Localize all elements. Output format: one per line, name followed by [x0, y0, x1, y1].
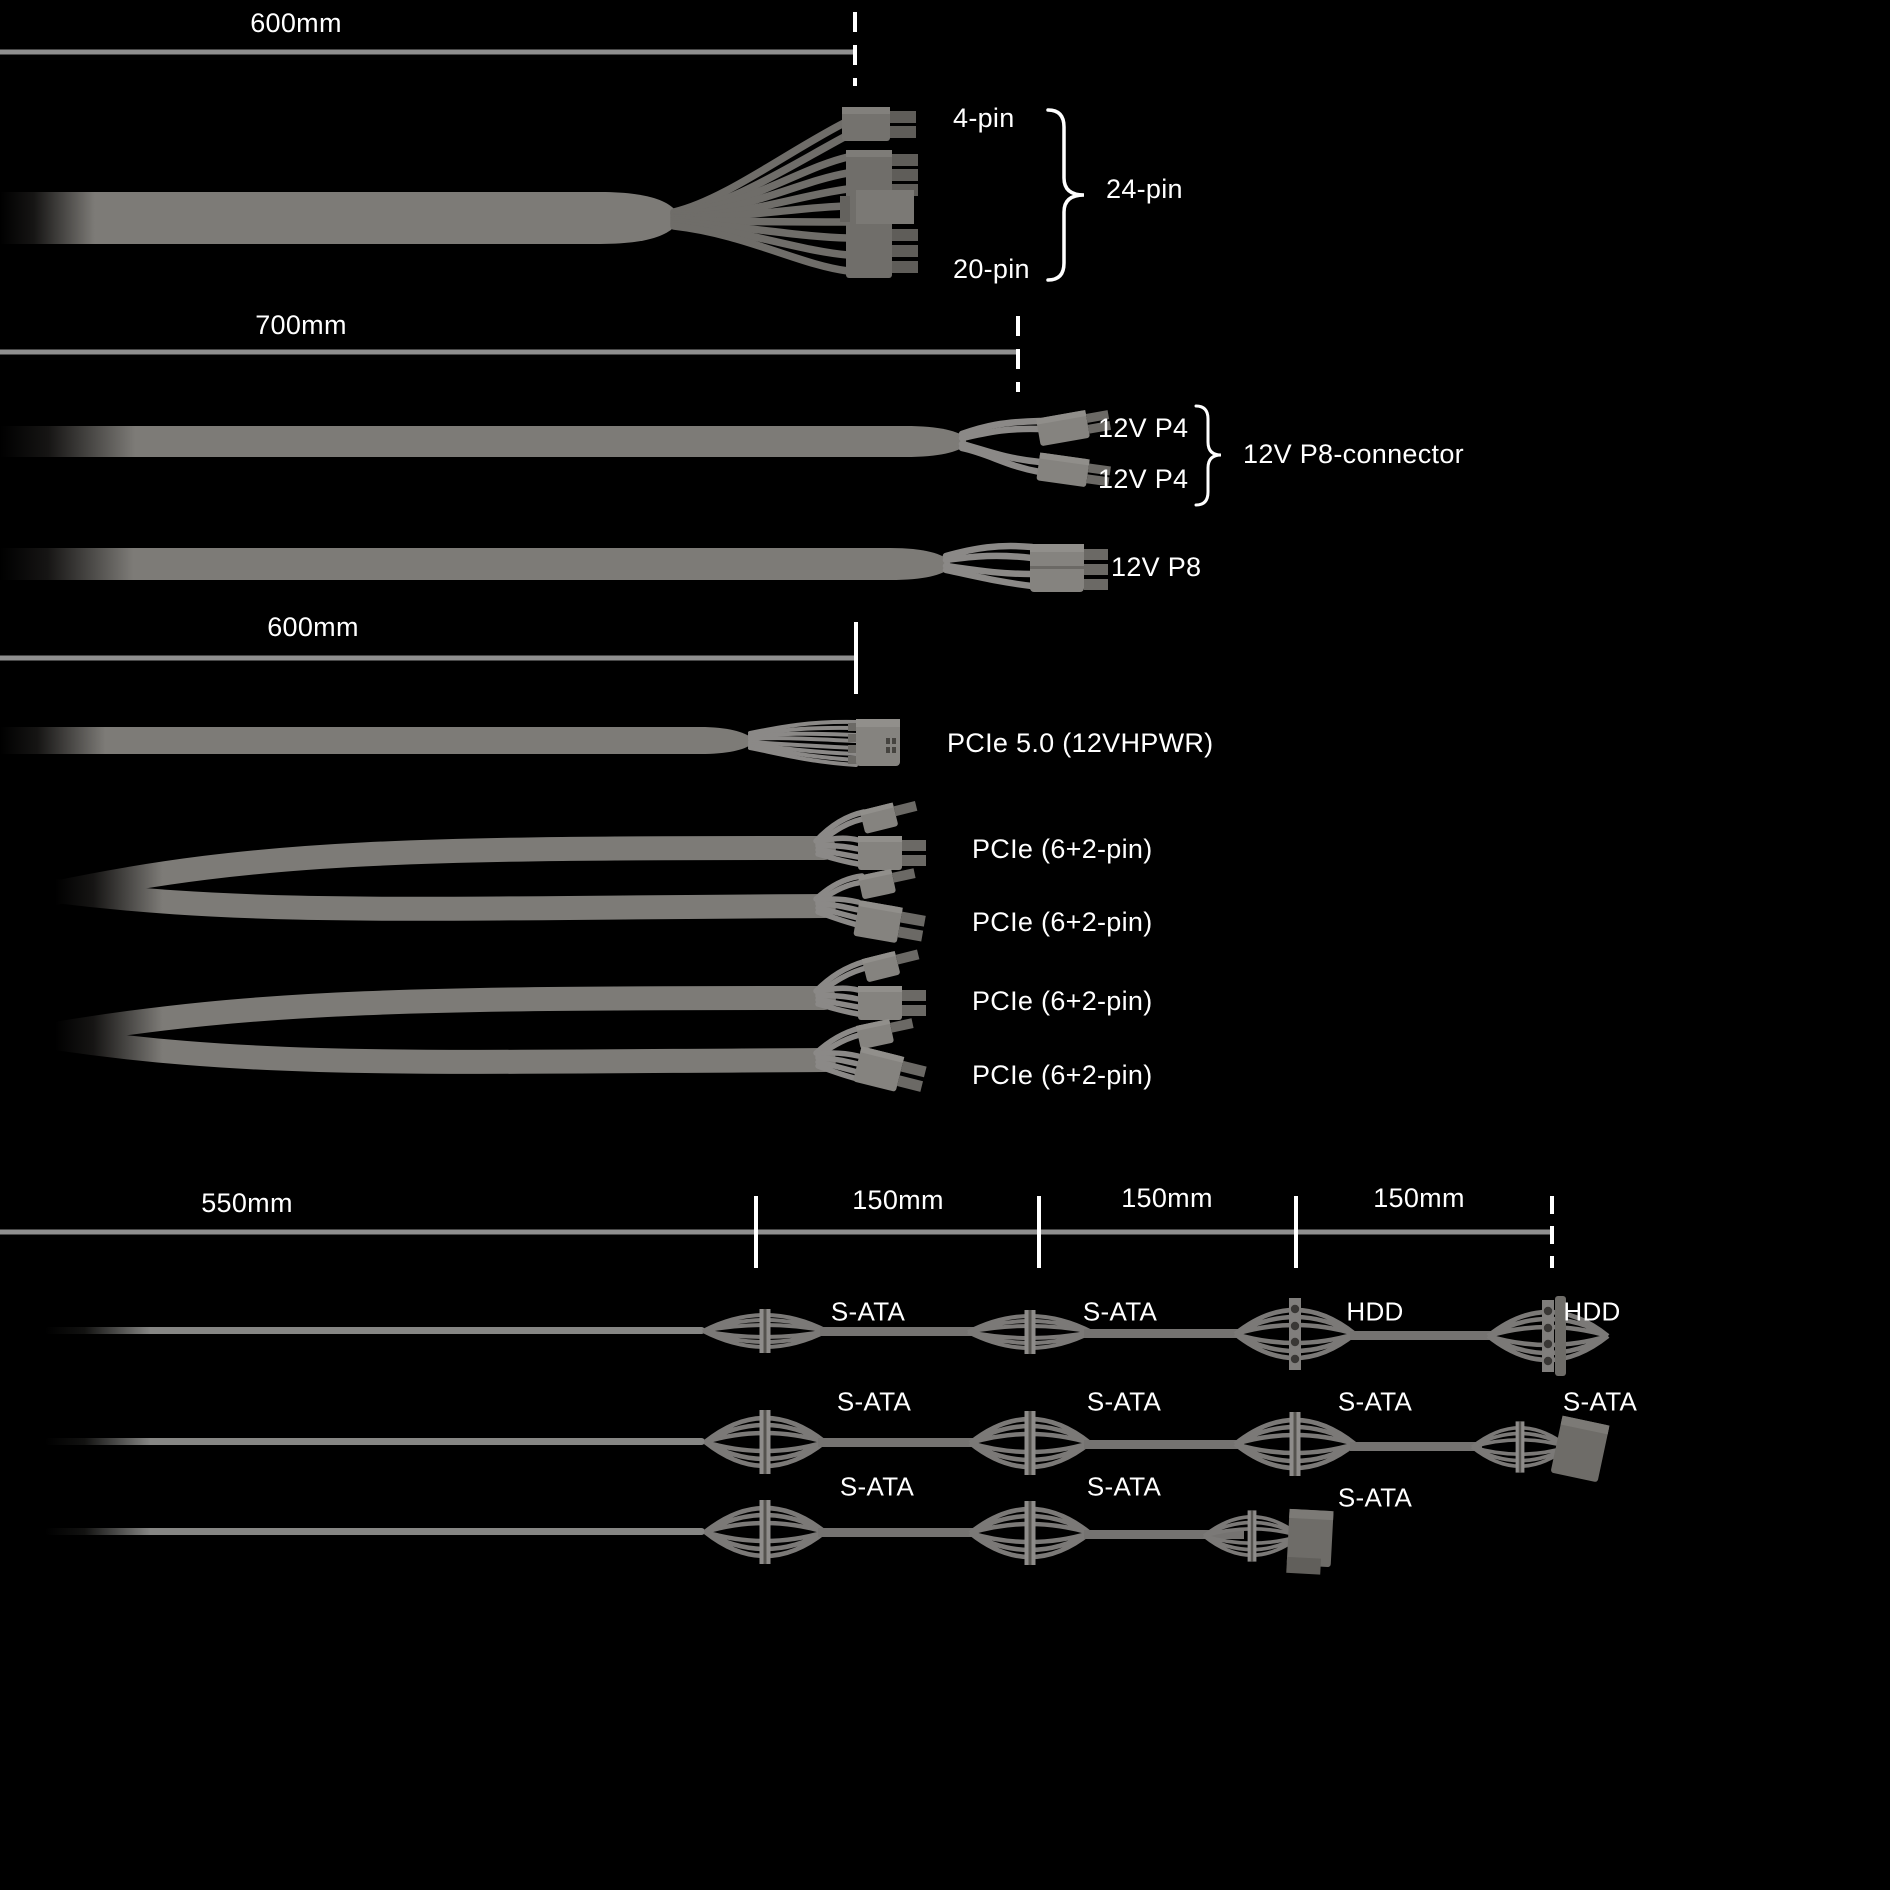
label-20pin: 20-pin: [953, 254, 1030, 285]
label-sata-r1c2: S-ATA: [1082, 1296, 1158, 1327]
sata-end-connector: [1550, 1416, 1609, 1483]
label-12v-p8: 12V P8: [1111, 552, 1202, 583]
label-pcie-plug-3: PCIe (6+2-pin): [972, 986, 1153, 1017]
label-24pin: 24-pin: [1106, 174, 1183, 205]
pcie-2pin-connector: [862, 946, 922, 983]
measure-line-cpu: [0, 316, 1018, 392]
measure-label-sata-150b: 150mm: [1121, 1183, 1213, 1214]
brace-24pin: [1048, 110, 1084, 280]
pcie-8pin-connector: [858, 986, 926, 1020]
measure-line-pcie: [0, 622, 856, 694]
label-sata-r2c1: S-ATA: [836, 1386, 912, 1417]
pcie-pair1-cable: [55, 797, 926, 947]
label-12v-p4-top: 12V P4: [1098, 413, 1189, 444]
label-pcie5: PCIe 5.0 (12VHPWR): [947, 728, 1214, 759]
pcie-2pin-connector: [860, 797, 920, 834]
measure-label-sata-150c: 150mm: [1373, 1183, 1465, 1214]
label-sata-r1c1: S-ATA: [830, 1296, 906, 1327]
sata-chain-2: [45, 1410, 1610, 1482]
label-pcie-plug-1: PCIe (6+2-pin): [972, 834, 1153, 865]
label-sata-r3c3: S-ATA: [1337, 1482, 1413, 1513]
measure-label-cpu: 700mm: [255, 310, 347, 341]
measure-label-sata-150a: 150mm: [852, 1185, 944, 1216]
label-hdd-r1c3: HDD: [1346, 1296, 1404, 1327]
label-sata-r3c2: S-ATA: [1086, 1471, 1162, 1502]
label-pcie-plug-4: PCIe (6+2-pin): [972, 1060, 1153, 1091]
label-sata-r2c2: S-ATA: [1086, 1386, 1162, 1417]
label-sata-r2c3: S-ATA: [1337, 1386, 1413, 1417]
sata-end-connector: [1286, 1509, 1333, 1575]
label-sata-r3c1: S-ATA: [839, 1471, 915, 1502]
cpu-p8-connector: [1030, 544, 1108, 592]
label-pcie-plug-2: PCIe (6+2-pin): [972, 907, 1153, 938]
pcie-pair2-cable: [55, 946, 928, 1098]
atx-cable: [0, 107, 1084, 280]
atx-24pin-connector: [840, 150, 918, 278]
measure-line-atx: [0, 12, 855, 86]
measure-label-sata-550: 550mm: [201, 1188, 293, 1219]
label-sata-r2c4: S-ATA: [1562, 1386, 1638, 1417]
label-hdd-r1c4: HDD: [1563, 1296, 1621, 1327]
sata-chain-3: [45, 1500, 1334, 1575]
label-12v-p8-group: 12V P8-connector: [1243, 439, 1464, 470]
pcie-8pin-connector: [853, 1046, 928, 1097]
label-4pin: 4-pin: [953, 103, 1015, 134]
brace-p8-connector: [1196, 406, 1221, 505]
atx-4pin-connector: [842, 107, 916, 141]
pcie-8pin-connector: [853, 900, 926, 947]
cpu-p4p4-cable: [0, 406, 1221, 505]
pcie5-cable: [0, 719, 900, 766]
cpu-p8-cable: [0, 544, 1108, 592]
label-12v-p4-bottom: 12V P4: [1098, 464, 1189, 495]
pcie-8pin-connector: [858, 836, 926, 870]
measure-label-pcie: 600mm: [267, 612, 359, 643]
measure-label-atx: 600mm: [250, 8, 342, 39]
